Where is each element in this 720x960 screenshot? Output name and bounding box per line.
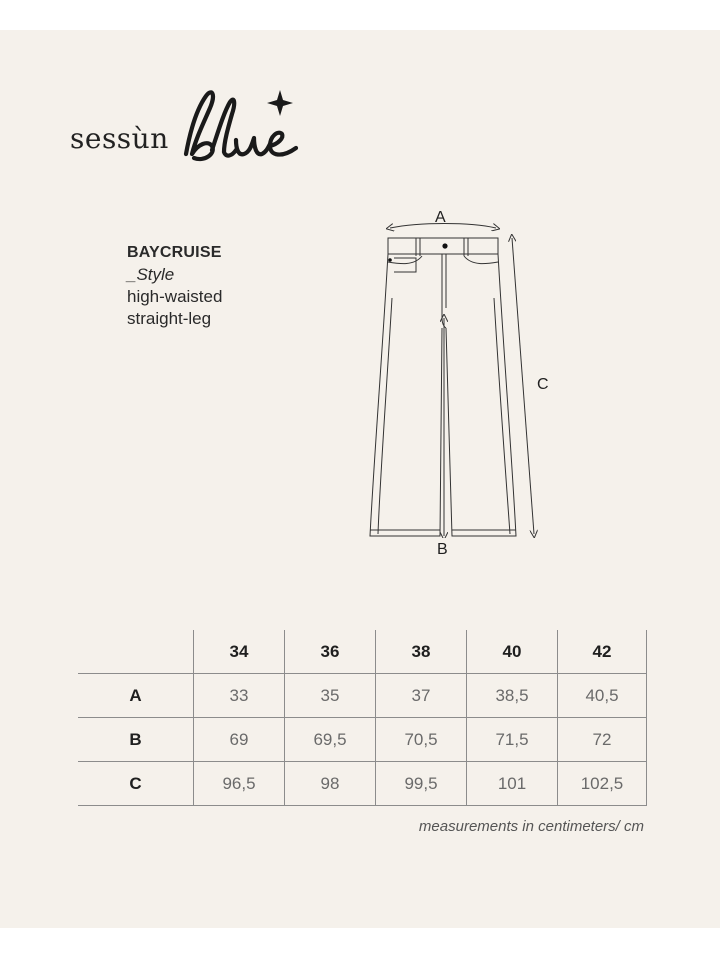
measurement-cell: 37 [376, 674, 467, 718]
brand-wordmark: sessùn [70, 122, 169, 155]
size-header: 36 [285, 630, 376, 674]
product-info [127, 242, 222, 330]
measurement-cell: 96,5 [194, 762, 285, 806]
dimension-label-b: B [437, 541, 448, 558]
style-label: _Style [127, 265, 175, 284]
table-row [78, 718, 647, 762]
row-label: C [78, 762, 194, 806]
jeans-diagram [360, 178, 580, 558]
measurement-cell: 38,5 [467, 674, 558, 718]
measurement-footnote: measurements in centimeters/ cm [418, 818, 644, 835]
dimension-label-c: C [537, 376, 549, 393]
size-table [78, 630, 647, 806]
row-label: B [78, 718, 194, 762]
size-header: 34 [194, 630, 285, 674]
measurement-cell: 101 [467, 762, 558, 806]
size-header-row [78, 630, 647, 674]
corner-cell [78, 630, 194, 674]
measurement-cell: 70,5 [376, 718, 467, 762]
measurement-cell: 71,5 [467, 718, 558, 762]
size-header: 40 [467, 630, 558, 674]
measurement-cell: 33 [194, 674, 285, 718]
measurement-cell: 40,5 [558, 674, 647, 718]
row-label: A [78, 674, 194, 718]
measurement-cell: 69,5 [285, 718, 376, 762]
brand-script-text: blue [178, 82, 180, 83]
size-header: 42 [558, 630, 647, 674]
table-row [78, 674, 647, 718]
style-line-2: straight-leg [127, 309, 212, 328]
style-line-1: high-waisted [127, 287, 223, 306]
product-name: BAYCRUISE [127, 244, 222, 261]
table-row [78, 762, 647, 806]
size-guide-sheet [0, 30, 720, 928]
measurement-cell: 72 [558, 718, 647, 762]
measurement-cell: 98 [285, 762, 376, 806]
measurement-cell: 102,5 [558, 762, 647, 806]
size-header: 38 [376, 630, 467, 674]
measurement-cell: 69 [194, 718, 285, 762]
brand-logo [70, 82, 310, 172]
measurement-cell: 35 [285, 674, 376, 718]
measurement-cell: 99,5 [376, 762, 467, 806]
brand-script-logo [178, 82, 308, 172]
dimension-label-a: A [435, 209, 446, 226]
jeans-illustration [360, 178, 580, 538]
